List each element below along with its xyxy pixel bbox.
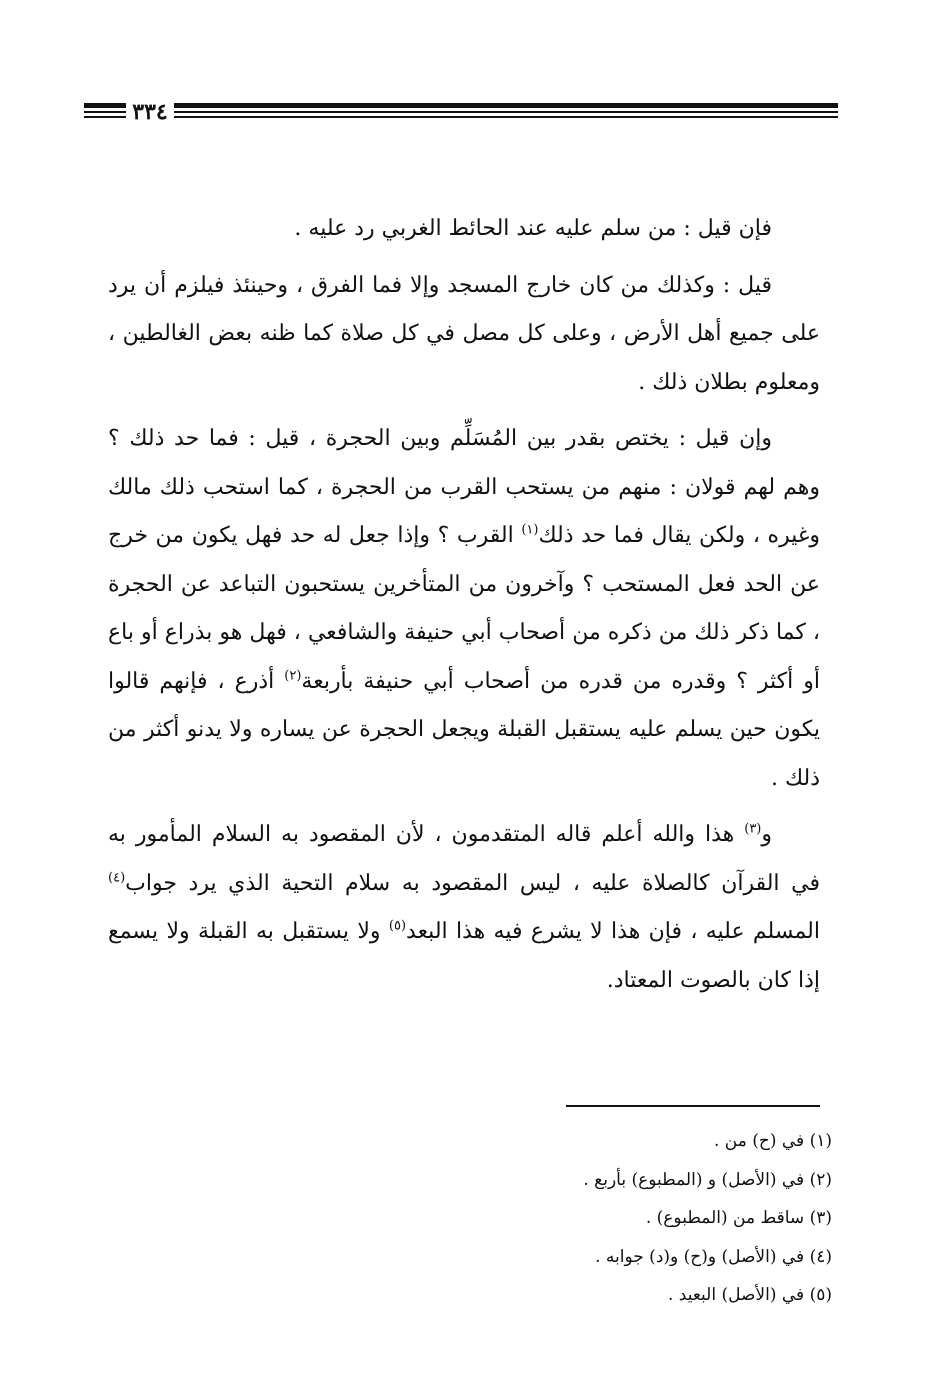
page-number: ٣٣٤: [132, 99, 168, 125]
page-header: [84, 97, 838, 127]
footnote-1: (١) في (ح) من .: [713, 1131, 832, 1151]
footnote-ref-5[interactable]: (٥): [388, 918, 407, 934]
paragraph-3-part-a: وإن قيل : يختص بقدر بين المُسَلِّم وبين الحجرة ، قيل : فما حد ذلك ؟ وهم لهم قولان : منهم من يستحب القرب من الحجرة ، كما استحب ذلك مالك وغيره ، ولكن يقال فما حد ذلك: [108, 426, 820, 548]
paragraph-3: [108, 415, 820, 803]
footnote-3: (٣) ساقط من (المطبوع) .: [645, 1208, 832, 1228]
footnote-2: (٢) في (الأصل) و (المطبوع) بأربع .: [583, 1169, 832, 1190]
footnote-ref-3[interactable]: (٣): [744, 821, 762, 837]
paragraph-2: قيل : وكذلك من كان خارج المسجد وإلا فما الفرق ، وحينئذ فيلزم أن يرد على جميع أهل الأرض ، وعلى كل مصل في كل صلاة كما ظنه بعض الغالطين ، ومعلوم بطلان ذلك .: [108, 272, 820, 395]
footnote-ref-4[interactable]: (٤): [108, 870, 126, 886]
paragraph-4-part-b: هذا والله أعلم قاله المتقدمون ، لأن المقصود به السلام المأمور به في القرآن كالصلاة عليه ، ليس المقصود به سلام التحية الذي يرد جواب: [108, 822, 820, 896]
paragraph-3-part-c: أذرع ، فإنهم قالوا يكون حين يسلم عليه يستقبل القبلة ويجعل الحجرة عن يساره ولا يدنو أكثر من ذلك .: [108, 668, 820, 791]
paragraph-3-part-b: القرب ؟ وإذا جعل له حد فهل يكون من خرج عن الحد فعل المستحب ؟ وآخرون من المتأخرين يستحبون التباعد عن الحجرة ، كما ذكر ذلك من ذكره من أصحاب أبي حنيفة والشافعي ، فهل هو بذراع أو باع أو أكثر ؟ وقدره من قدره من أصحاب أبي حنيفة بأربعة: [108, 523, 820, 694]
paragraph-4-part-c: المسلم عليه ، فإن هذا لا يشرع فيه هذا البعد: [406, 919, 821, 944]
body-text: [108, 205, 820, 1013]
footnote-4: (٤) في (الأصل) و(ح) و(د) جوابه .: [595, 1246, 832, 1267]
footnotes: [300, 1122, 832, 1315]
footnote-ref-1[interactable]: (١): [521, 522, 539, 538]
header-rule-right: [174, 103, 838, 121]
footnote-ref-2[interactable]: (٢): [284, 668, 302, 684]
footnote-5: (٥) في (الأصل) البعيد .: [667, 1285, 832, 1305]
footnote-separator: [566, 1105, 820, 1107]
paragraph-4-part-a: و: [761, 822, 772, 847]
paragraph-1: فإن قيل : من سلم عليه عند الحائط الغربي رد عليه .: [294, 216, 772, 241]
paragraph-4: [108, 811, 820, 1005]
header-rule-left: [84, 103, 126, 121]
paragraph-4-part-d: ولا يستقبل به القبلة ولا يسمع إذا كان بالصوت المعتاد.: [108, 919, 820, 993]
